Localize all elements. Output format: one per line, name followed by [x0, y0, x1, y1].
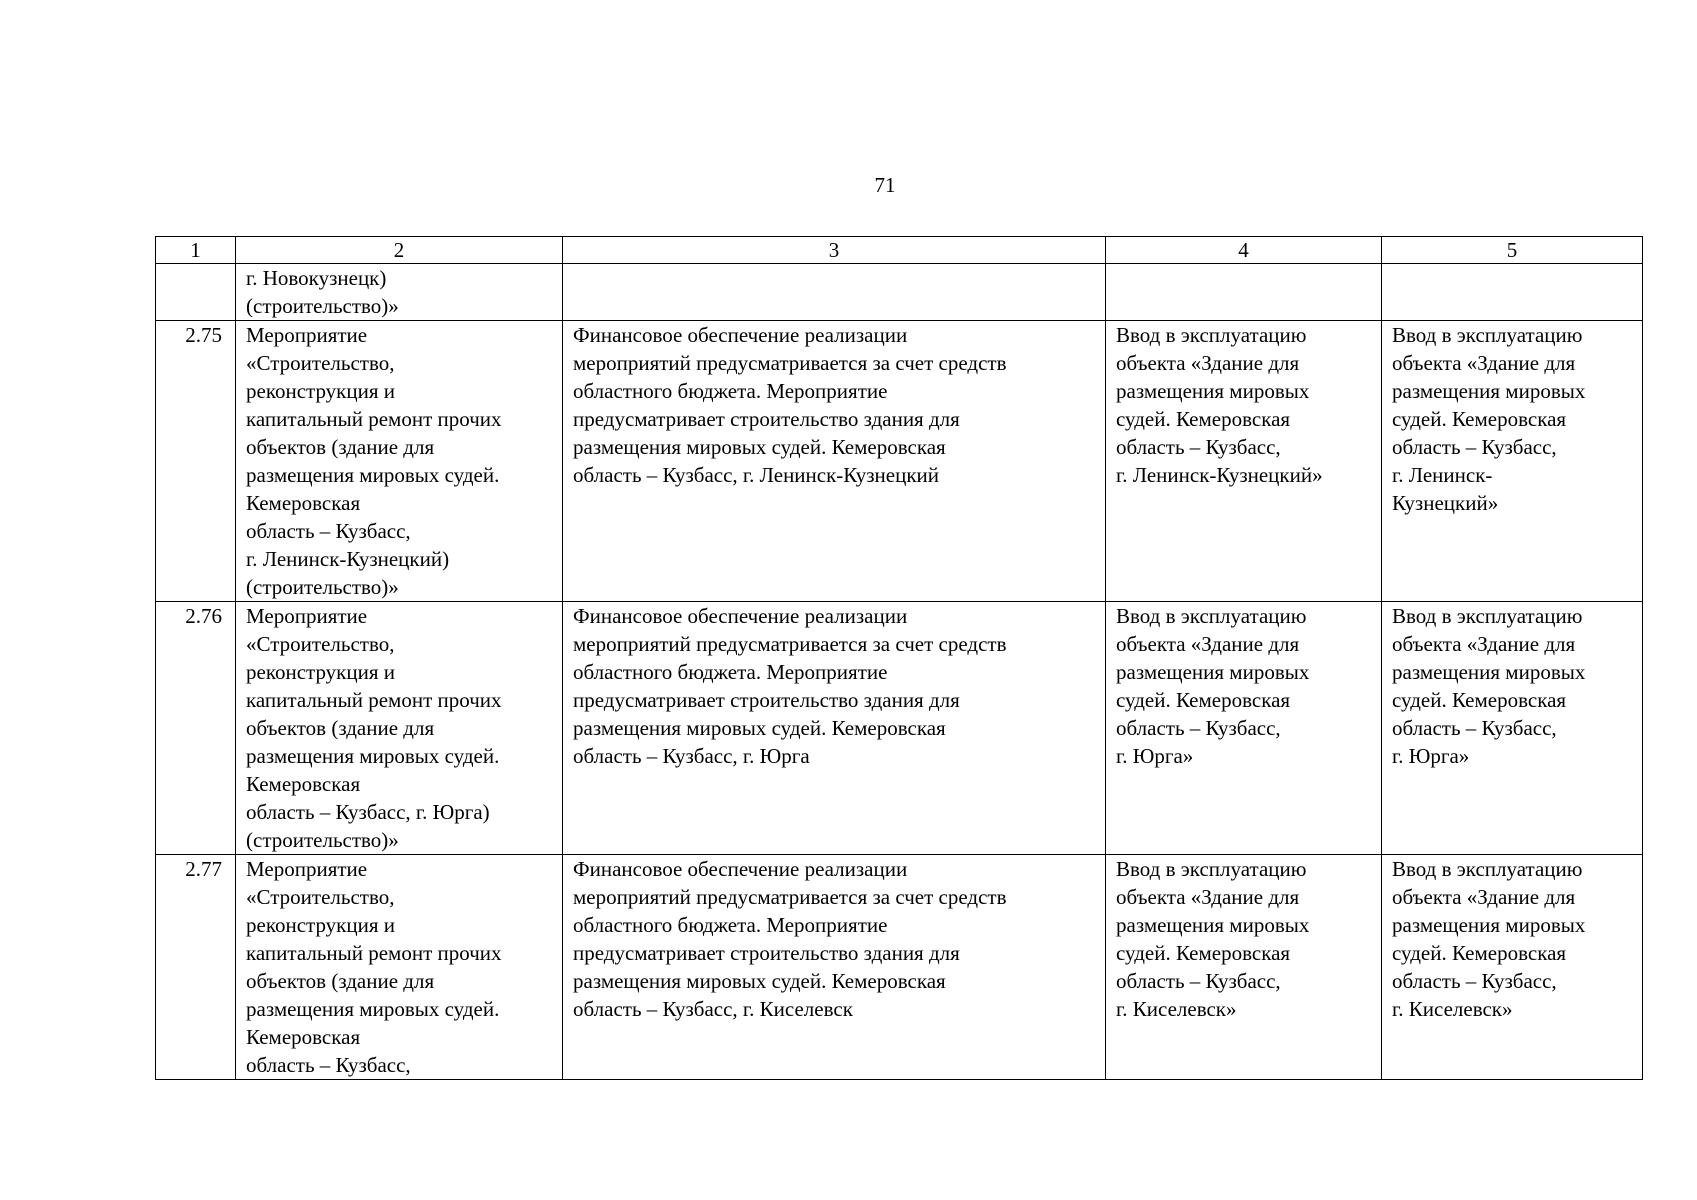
- row-number-cell: 2.76: [156, 602, 236, 855]
- column-header-1: 1: [156, 237, 236, 264]
- indicator-cell: Ввод в эксплуатацию объекта «Здание для размещения мировых судей. Кемеровская область – Кузбасс, г. Киселевск»: [1382, 855, 1643, 1080]
- table-row: [156, 855, 1643, 1080]
- row-number-cell: [156, 264, 236, 321]
- result-cell: Ввод в эксплуатацию объекта «Здание для размещения мировых судей. Кемеровская область – Кузбасс, г. Киселевск»: [1106, 855, 1382, 1080]
- table-row: [156, 602, 1643, 855]
- table-row: [156, 321, 1643, 602]
- measure-name-cell: Мероприятие «Строительство, реконструкция и капитальный ремонт прочих объектов (здание для размещения мировых судей. Кемеровская область – Кузбасс,: [236, 855, 563, 1080]
- column-header-5: 5: [1382, 237, 1643, 264]
- description-cell: Финансовое обеспечение реализации мероприятий предусматривается за счет средств областного бюджета. Мероприятие предусматривает строительство здания для размещения мировых судей. Кемеровская область – Кузбасс, г. Киселевск: [563, 855, 1106, 1080]
- measure-name-cell: Мероприятие «Строительство, реконструкция и капитальный ремонт прочих объектов (здание для размещения мировых судей. Кемеровская область – Кузбасс, г. Ленинск-Кузнецкий) (строительство)»: [236, 321, 563, 602]
- result-cell: Ввод в эксплуатацию объекта «Здание для размещения мировых судей. Кемеровская область – Кузбасс, г. Юрга»: [1106, 602, 1382, 855]
- indicator-cell: Ввод в эксплуатацию объекта «Здание для размещения мировых судей. Кемеровская область – Кузбасс, г. Ленинск- Кузнецкий»: [1382, 321, 1643, 602]
- measure-name-cell: г. Новокузнецк) (строительство)»: [236, 264, 563, 321]
- page-number: 71: [874, 173, 896, 197]
- row-number-cell: 2.75: [156, 321, 236, 602]
- measures-table: [155, 236, 1643, 1080]
- result-cell: [1106, 264, 1382, 321]
- column-header-4: 4: [1106, 237, 1382, 264]
- description-cell: [563, 264, 1106, 321]
- indicator-cell: [1382, 264, 1643, 321]
- measure-name-cell: Мероприятие «Строительство, реконструкция и капитальный ремонт прочих объектов (здание для размещения мировых судей. Кемеровская область – Кузбасс, г. Юрга) (строительство)»: [236, 602, 563, 855]
- column-header-2: 2: [236, 237, 563, 264]
- result-cell: Ввод в эксплуатацию объекта «Здание для размещения мировых судей. Кемеровская область – Кузбасс, г. Ленинск-Кузнецкий»: [1106, 321, 1382, 602]
- row-number-cell: 2.77: [156, 855, 236, 1080]
- description-cell: Финансовое обеспечение реализации мероприятий предусматривается за счет средств областного бюджета. Мероприятие предусматривает строительство здания для размещения мировых судей. Кемеровская область – Кузбасс, г. Юрга: [563, 602, 1106, 855]
- header-row: [156, 237, 1643, 264]
- table-row: [156, 264, 1643, 321]
- description-cell: Финансовое обеспечение реализации мероприятий предусматривается за счет средств областного бюджета. Мероприятие предусматривает строительство здания для размещения мировых судей. Кемеровская область – Кузбасс, г. Ленинск-Кузнецкий: [563, 321, 1106, 602]
- column-header-3: 3: [563, 237, 1106, 264]
- indicator-cell: Ввод в эксплуатацию объекта «Здание для размещения мировых судей. Кемеровская область – Кузбасс, г. Юрга»: [1382, 602, 1643, 855]
